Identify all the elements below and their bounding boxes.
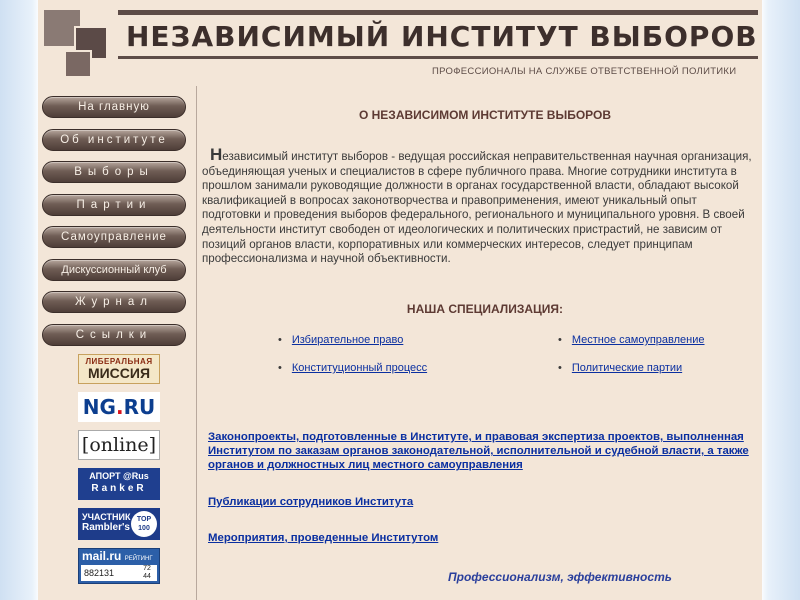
liberal-mission-badge[interactable] (78, 354, 160, 384)
site-subtitle: ПРОФЕССИОНАЛЫ НА СЛУЖБЕ ОТВЕТСТВЕННОЙ ПОЛИТИКИ (432, 66, 737, 77)
mail-ru-count2b: 44 (143, 573, 151, 580)
sidebar-nav (42, 96, 190, 356)
liberal-mission-line1: ЛИБЕРАЛЬНАЯ (85, 357, 153, 366)
nav-self-government-button[interactable]: Самоуправление (42, 226, 186, 248)
header-rule-bottom (118, 56, 758, 59)
nav-discussion-club-button[interactable]: Дискуссионный клуб (42, 259, 186, 281)
main-links (208, 430, 756, 545)
mail-ru-brand (79, 549, 159, 566)
drop-cap: Н (210, 145, 223, 164)
specialization-list (278, 334, 758, 394)
logo-square-3 (64, 50, 92, 78)
mail-ru-counter: 882131 (81, 565, 137, 581)
ng-ru-badge[interactable] (78, 392, 160, 422)
mail-ru-count2a: 72 (143, 565, 151, 572)
nav-parties-button[interactable]: Партии (42, 194, 186, 216)
link-publications[interactable]: Публикации сотрудников Института (208, 495, 414, 508)
spec-link-local-government[interactable]: • Местное самоуправление (558, 334, 705, 346)
page (38, 0, 762, 600)
specialization-heading: НАША СПЕЦИАЛИЗАЦИЯ: (406, 302, 564, 316)
partner-badges (74, 354, 164, 592)
about-text: езависимый институт выборов - ведущая российская неправительственная научная организация, объединяющая ученых и специалистов в сфере публичного права. Многие сотрудники института в прошлом занимали руководящие должности в органах государственной власти, обладают высокой квалификацией в вопросах законотворчества и правоприменения, имеют уникальный опыт подготовки и проведения выборов федерального, регионального и муниципального уровня. В своей деятельности институт свободен от идеологических и политических пристрастий, не зависим от позиций органов власти, корпоративных или коммерческих интересов, следует принципам профессионализма и научной объективности. (202, 150, 752, 266)
ng-ru-left: NG (82, 395, 116, 419)
mail-ru-sub: РЕЙТИНГ (124, 556, 153, 562)
spec-link-political-parties[interactable]: • Политические партии (558, 362, 682, 374)
slogan-text: Профессионализм, эффективность (448, 570, 672, 584)
spec-link-constitutional-process[interactable]: • Конституционный процесс (278, 362, 427, 374)
spec-link-electoral-law[interactable]: • Избирательное право (278, 334, 403, 346)
about-paragraph (202, 145, 758, 267)
nav-about-button[interactable]: Об институте (42, 129, 186, 151)
rambler-top100-badge[interactable] (78, 508, 160, 540)
online-badge[interactable]: [online] (78, 430, 160, 460)
nav-journal-button[interactable]: Журнал (42, 291, 186, 313)
rambler-line2: Rambler's (82, 522, 130, 533)
aport-line2: RankeR (91, 483, 147, 494)
liberal-mission-line2: МИССИЯ (87, 365, 151, 381)
mail-ru-rating-badge[interactable] (78, 548, 160, 584)
mail-ru-brand-text: mail.ru (82, 549, 122, 563)
rambler-top-icon: TOP 100 (131, 511, 157, 537)
rambler-line1: УЧАСТНИК (82, 512, 131, 522)
nav-home-button[interactable]: На главную (42, 96, 186, 118)
nav-elections-button[interactable]: Выборы (42, 161, 186, 183)
link-draft-laws[interactable]: Законопроекты, подготовленные в Институте, и правовая экспертиза проектов, выполненная Институтом по заказам органов законодательной, исполнительной и судебной власти, а также органов и должностных лиц местного самоуправления (208, 431, 749, 472)
link-events[interactable]: Мероприятия, проведенные Институтом (208, 531, 439, 544)
site-title: НЕЗАВИСИМЫЙ ИНСТИТУТ ВЫБОРОВ (126, 20, 758, 53)
about-heading: О НЕЗАВИСИМОМ ИНСТИТУТЕ ВЫБОРОВ (358, 108, 612, 122)
aport-line1: АПОРТ @Rus (89, 471, 149, 481)
header-rule-top (118, 10, 758, 15)
ng-ru-dot: . (115, 395, 124, 419)
aport-ranker-badge[interactable] (78, 468, 160, 500)
ng-ru-right: RU (123, 395, 156, 419)
sidebar-divider (196, 86, 197, 600)
mail-ru-counter-small (137, 565, 157, 581)
nav-links-button[interactable]: Ссылки (42, 324, 186, 346)
